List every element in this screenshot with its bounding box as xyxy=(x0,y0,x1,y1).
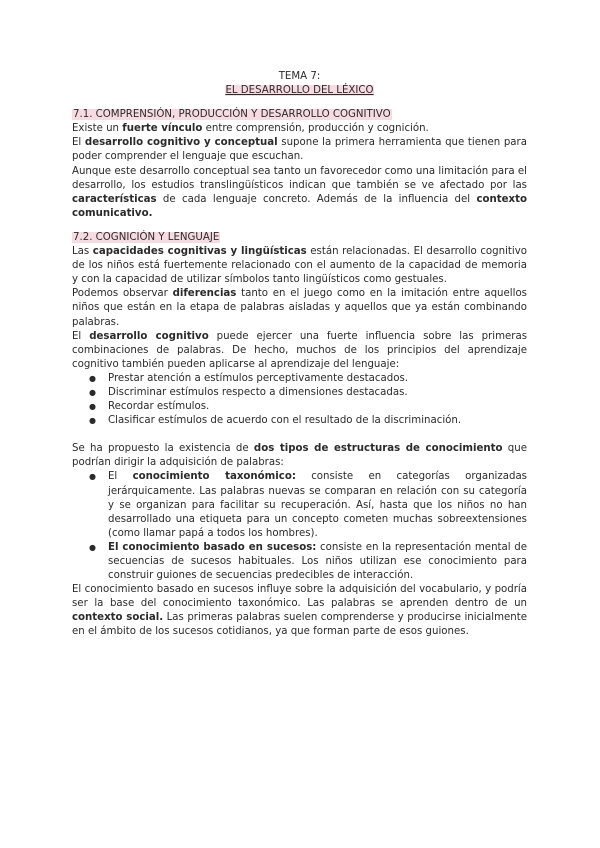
list-item: ● Clasificar estímulos de acuerdo con el resultado de la discriminación. xyxy=(108,414,527,428)
section-2-heading-text: 7.2. COGNICIÓN Y LENGUAJE xyxy=(73,231,220,243)
s2-paragraph-4: Se ha propuesto la existencia de dos tipos de estructuras de conocimiento que podrían dirigir la adquisición de palabras: xyxy=(72,443,527,469)
list-item: ● El conocimiento basado en sucesos: consiste en la representación mental de secuencias de sucesos habituales. Los niños utilizan ese conocimiento para construir guiones de secuencias predecibles de interacción. xyxy=(108,541,527,583)
knowledge-types-list xyxy=(72,470,527,583)
document-title xyxy=(72,70,527,98)
s2-paragraph-3: El desarrollo cognitivo puede ejercer una fuerte influencia sobre las primeras combinaciones de palabras. De hecho, muchos de los principios del aprendizaje cognitivo también pueden aplicarse al aprendizaje del lenguaje: xyxy=(72,330,527,370)
section-1-heading xyxy=(72,108,527,122)
principles-list xyxy=(72,372,527,428)
document-page xyxy=(72,70,527,640)
s2-paragraph-2: Podemos observar diferencias tanto en el juego como en la imitación entre aquellos niños que están en la etapa de palabras aisladas y aquellos que ya están combinando palabras. xyxy=(72,288,527,328)
s1-paragraph-2: El desarrollo cognitivo y conceptual supone la primera herramienta que tienen para poder comprender el lenguaje que escuchan. xyxy=(72,137,527,163)
list-item: ● El conocimiento taxonómico: consiste en categorías organizadas jerárquicamente. Las palabras nuevas se comparan en relación con su categoría y se organizan para facilitar su recuperación. Así, hasta que los niños no han desarrollado una etiqueta para un concepto cometen muchas sobreextensiones (como llamar papá a todos los hombres). xyxy=(108,470,527,540)
list-item: ● Discriminar estímulos respecto a dimensiones destacadas. xyxy=(108,386,527,400)
s1-paragraph-3: Aunque este desarrollo conceptual sea tanto un favorecedor como una limitación para el desarrollo, los estudios translingüísticos indican que también se ve afectado por las características de cada lenguaje concreto. Además de la influencia del contexto comunicativo. xyxy=(72,165,527,219)
title-line-2: EL DESARROLLO DEL LÉXICO xyxy=(225,85,374,97)
s2-paragraph-1: Las capacidades cognitivas y lingüísticas están relacionadas. El desarrollo cognitivo de los niños está fuertemente relacionado con el aumento de la capacidad de memoria y con la capacidad de utilizar símbolos tanto lingüísticos como gestuales. xyxy=(72,246,527,286)
title-line-1: TEMA 7: xyxy=(278,71,321,82)
list-item: ● Recordar estímulos. xyxy=(108,400,527,414)
section-1-heading-text: 7.1. COMPRENSIÓN, PRODUCCIÓN Y DESARROLLO COGNITIVO xyxy=(73,109,391,121)
s1-paragraph-1: Existe un fuerte vínculo entre comprensión, producción y cognición. xyxy=(72,123,429,135)
s2-paragraph-5: El conocimiento basado en sucesos influye sobre la adquisición del vocabulario, y podría ser la base del conocimiento taxonómico. Las palabras se aprenden dentro de un contexto social. Las primeras palabras suelen comprenderse y producirse inicialmente en el ámbito de los sucesos cotidianos, ya que forman parte de esos guiones. xyxy=(72,584,527,638)
section-2-heading xyxy=(72,231,527,245)
list-item: ● Prestar atención a estímulos perceptivamente destacados. xyxy=(108,372,527,386)
